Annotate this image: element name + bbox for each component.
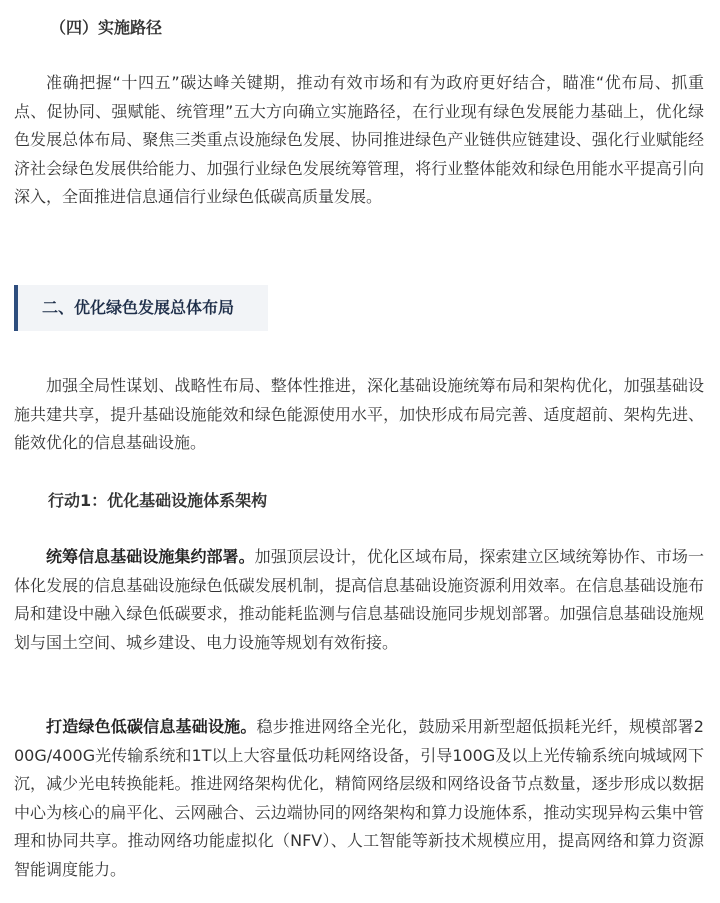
intro-paragraph: 准确把握“十四五”碳达峰关键期，推动有效市场和有为政府更好结合，瞄准“优布局、抓重点、促协同、强赋能、统管理”五大方向确立实施路径，在行业现有绿色发展能力基础上，优化绿色发展总体布局、聚焦三类重点设施绿色发展、协同推进绿色产业链供应链建设、强化行业赋能经济社会绿色发展供给能力、加强行业绿色发展统筹管理，将行业整体能效和绿色用能水平提高引向深入，全面推进信息通信行业绿色低碳高质量发展。 [14, 73, 704, 206]
paragraph-1-lead: 统筹信息基础设施集约部署。 [46, 547, 255, 566]
body-paragraph-1 [14, 543, 704, 657]
section-heading-title: 二、优化绿色发展总体布局 [42, 298, 235, 317]
paragraph-2-text: 稳步推进网络全光化，鼓励采用新型超低损耗光纤，规模部署200G/400G光传输系统和1T以上大容量低功耗网络设备，引导100G及以上光传输系统向城域网下沉，减少光电转换能耗。推进网络架构优化，精简网络层级和网络设备节点数量，逐步形成以数据中心为核心的扁平化、云网融合、云边端协同的网络架构和算力设施体系，推动实现异构云集中管理和协同共享。推动网络功能虚拟化（NFV）、人工智能等新技术规模应用，提高网络和算力资源智能调度能力。 [14, 717, 704, 879]
paragraph-2-lead: 打造绿色低碳信息基础设施。 [46, 717, 257, 736]
paragraph-1-text: 加强顶层设计，优化区域布局，探索建立区域统筹协作、市场一体化发展的信息基础设施绿色低碳发展机制，提高信息基础设施资源利用效率。在信息基础设施布局和建设中融入绿色低碳要求，推动能耗监测与信息基础设施同步规划部署。加强信息基础设施规划与国土空间、城乡建设、电力设施等规划有效衔接。 [14, 547, 704, 652]
section-heading-banner [14, 285, 268, 331]
action-heading: 行动1：优化基础设施体系架构 [48, 491, 268, 510]
section-intro-paragraph: 加强全局性谋划、战略性布局、整体性推进，深化基础设施统筹布局和架构优化，加强基础设施共建共享，提升基础设施能效和绿色能源使用水平，加快形成布局完善、适度超前、架构先进、能效优化的信息基础设施。 [14, 376, 704, 452]
subsection-heading: （四）实施路径 [50, 18, 163, 37]
body-paragraph-2 [14, 713, 704, 884]
